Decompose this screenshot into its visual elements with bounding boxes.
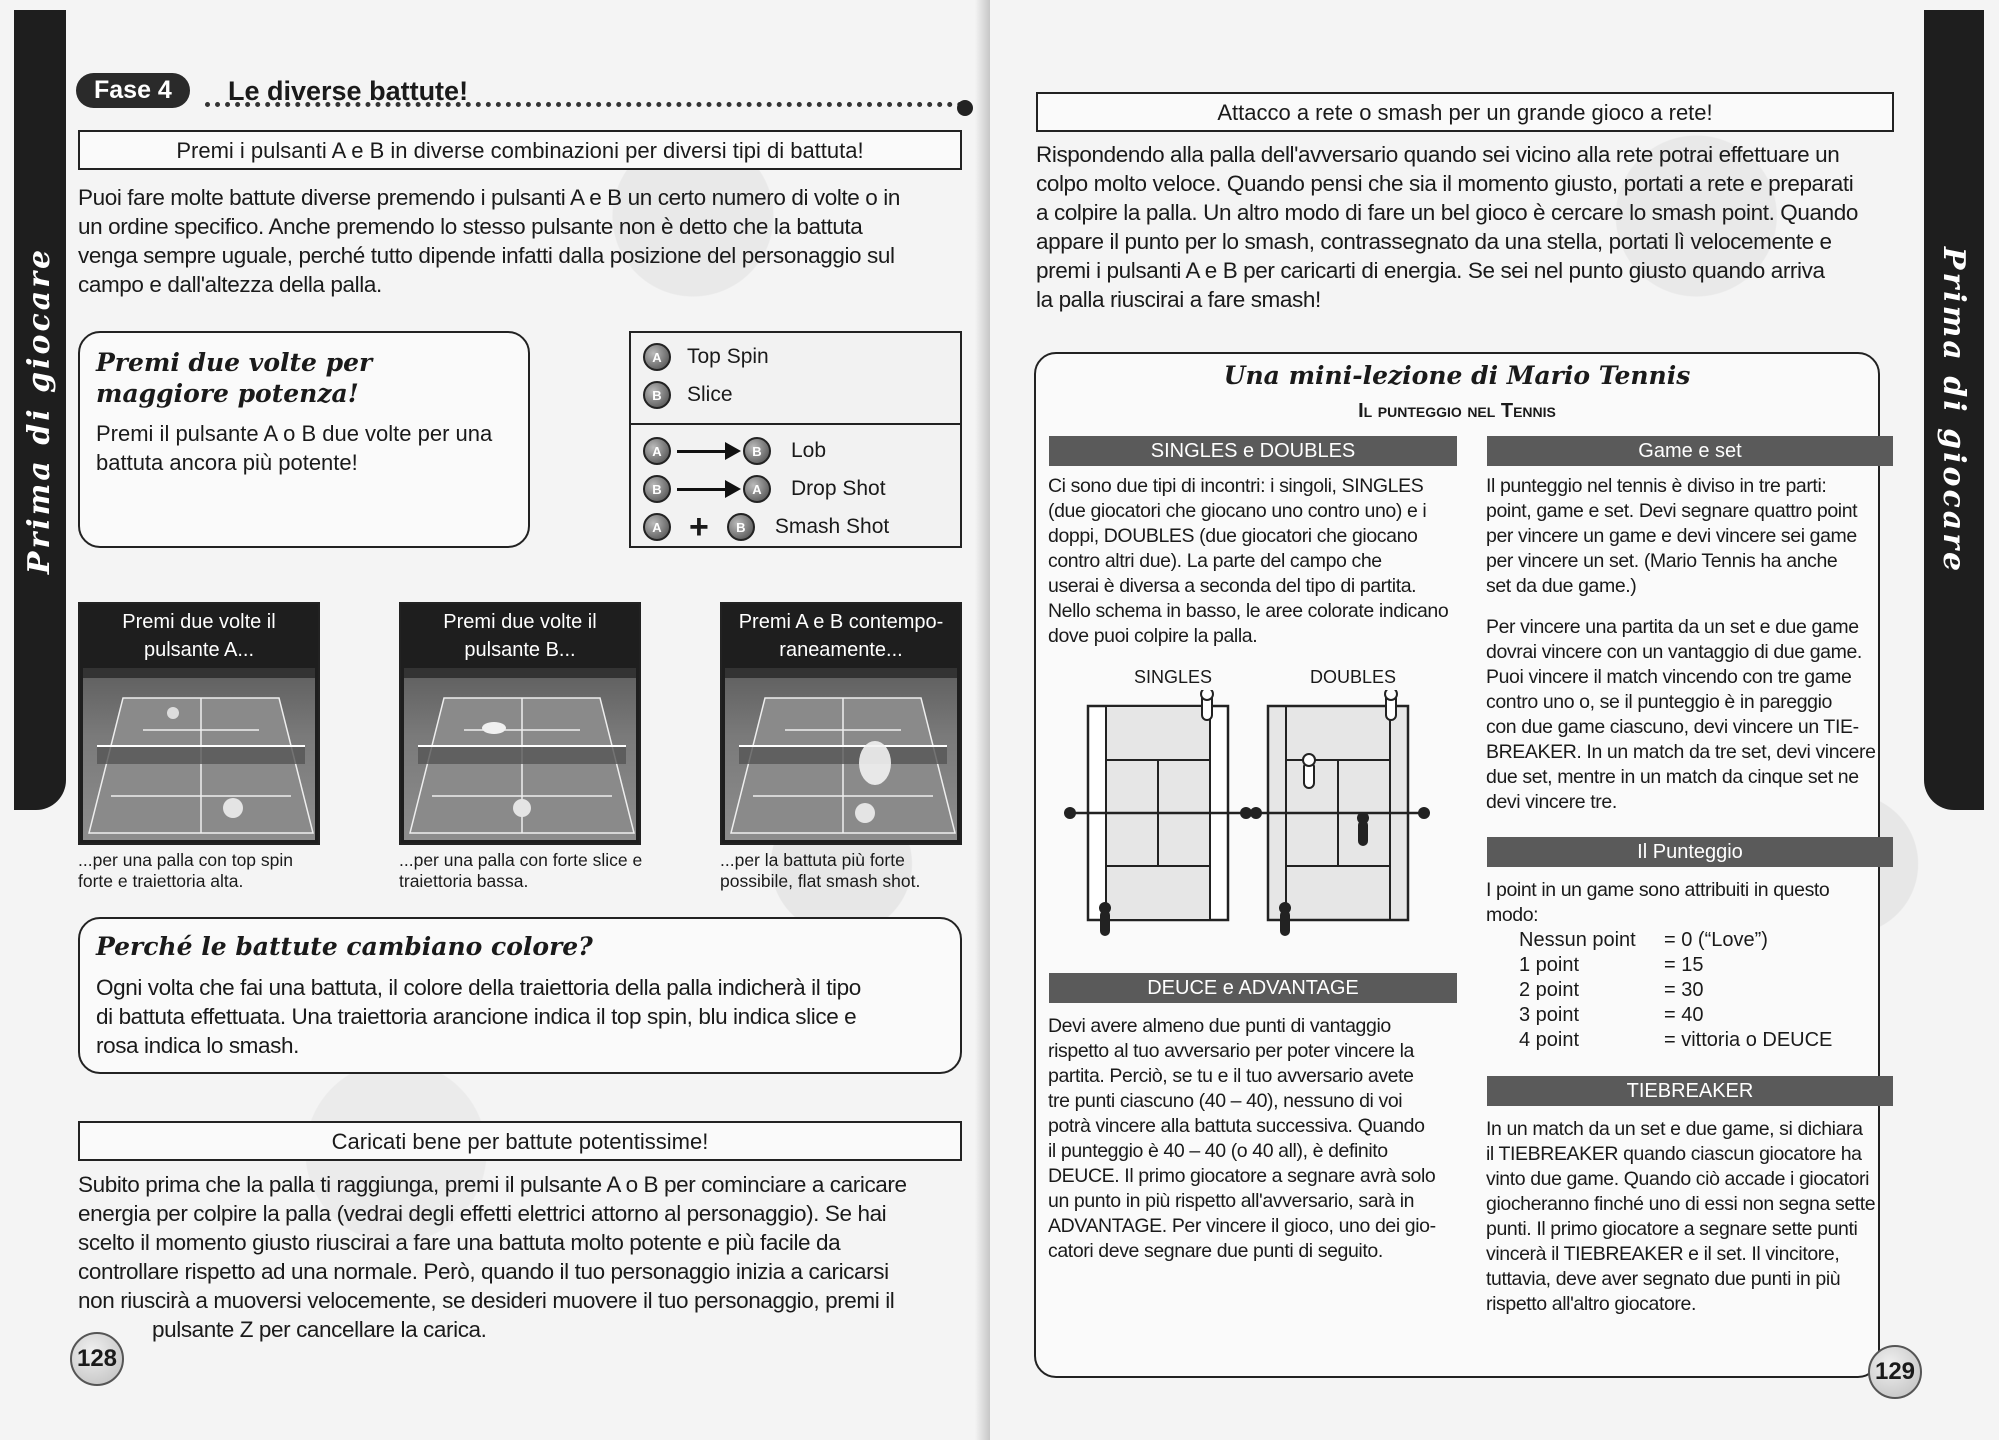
combo-label: Drop Shot [791,477,886,500]
screenshot-caption [722,604,960,664]
net-line: appare il punto per lo smash, contrassegnato da una stella, portati lì velocemente e [1036,229,1832,254]
points-row [1519,1003,1832,1028]
game-set-text [1486,474,1892,599]
punteggio-intro-line: I point in un game sono attribuiti in questo [1486,879,1830,901]
gs-line: Il punteggio nel tennis è diviso in tre parti: [1486,475,1827,497]
net-line: Rispondendo alla palla dell'avversario quando sei vicino alla rete potrai effettuare un [1036,142,1840,167]
tennis-court-image [83,668,315,840]
sd-line: dove puoi colpire la palla. [1048,625,1258,647]
intro-line: un ordine specifico. Anche premendo lo stesso pulsante non è detto che la battuta [78,214,863,239]
deuce-line: potrà vincere alla battuta successiva. Quando [1048,1115,1425,1137]
net-line: a colpire la palla. Un altro modo di fare un bel gioco è cercare lo smash point. Quando [1036,200,1858,225]
points-label: Nessun point [1519,929,1636,951]
points-row [1519,953,1832,978]
net-intro-text [1036,140,1894,314]
left-page [0,0,990,1440]
deuce-line: il punteggio è 40 – 40 (o 40 all), è definito [1048,1140,1388,1162]
tb-line: giocheranno finché uno di essi non segna sette [1486,1193,1876,1215]
a-button-icon: A [743,475,771,503]
tiebreaker-text [1486,1117,1892,1317]
b-button-icon: B [727,513,755,541]
arrow-right-icon [677,488,737,491]
plus-icon: + [689,508,709,546]
tip-color-body [96,973,946,1060]
screenshot-caption [401,604,639,664]
intro-line: Puoi fare molte battute diverse premendo i pulsanti A e B un certo numero di volte o in [78,185,900,210]
right-page [990,0,1999,1440]
combo-top-spin [643,343,769,371]
caption-line: Premi A e B contempo- [738,611,944,633]
combo-label: Slice [687,383,733,406]
lesson-title: Una mini-lezione di Mario Tennis [1223,361,1691,390]
note-line: forte e traiettoria alta. [78,871,244,891]
points-label: 1 point [1519,954,1580,976]
fase-rule-end [957,100,973,116]
side-tab-right-label: Prima di giocare [1936,246,1972,574]
tennis-court-image [404,668,636,840]
deuce-heading: DEUCE e ADVANTAGE [1049,973,1457,1003]
points-row [1519,1028,1832,1053]
net-heading-box: Attacco a rete o smash per un grande gioco a rete! [1036,92,1894,132]
note-line: traiettoria bassa. [399,871,529,891]
combo-lob [643,437,826,465]
note-line: ...per la battuta più forte [720,850,905,870]
net-line: la palla riuscirai a fare smash! [1036,287,1321,312]
screenshot-slice [399,602,641,845]
tip-color-line: Ogni volta che fai una battuta, il colore della traiettoria della palla indicherà il tipo [96,975,861,1000]
screenshot-top-spin [78,602,320,845]
page-number-left: 128 [70,1332,124,1386]
game-set-heading: Game e set [1487,436,1893,466]
gs-line: dovrai vincere con un vantaggio di due game. [1486,641,1862,663]
punteggio-heading: Il Punteggio [1487,837,1893,867]
note-line: ...per una palla con top spin [78,850,294,870]
charge-line: pulsante Z per cancellare la carica. [152,1317,487,1342]
deuce-line: DEUCE. Il primo giocatore a segnare avrà solo [1048,1165,1436,1187]
deuce-line: un punto in più rispetto all'avversario, sarà in [1048,1190,1415,1212]
intro-line: venga sempre uguale, perché tutto dipende infatti dalla posizione del personaggio sul [78,243,895,268]
deuce-line: partita. Perciò, se tu e il tuo avversario avete [1048,1065,1414,1087]
charge-line: non riuscirà a muoversi velocemente, se desideri muovere il tuo personaggio, premi il [78,1288,895,1313]
fase-title: Le diverse battute! [228,76,469,106]
b-button-icon: B [643,381,671,409]
tip-title-line: Premi due volte per [96,348,373,377]
sd-line: Nello schema in basso, le aree colorate indicano [1048,600,1449,622]
tip-title-line: maggiore potenza! [96,379,359,408]
tip-color-line: di battuta effettuata. Una traiettoria arancione indica il top spin, blu indica slice e [96,1004,857,1029]
note-line: ...per una palla con forte slice e [399,850,643,870]
game-set-text-2 [1486,615,1892,815]
points-row [1519,928,1832,953]
combo-drop-shot [643,475,886,503]
tip-body-line: battuta ancora più potente! [96,450,358,475]
combo-heading-box: Premi i pulsanti A e B in diverse combinazioni per diversi tipi di battuta! [78,130,962,170]
side-tab-left-label: Prima di giocare [22,246,58,574]
points-row [1519,978,1832,1003]
gs-line: devi vincere tre. [1486,791,1617,813]
tip-double-press-box [78,331,530,548]
gs-line: con due game ciascuno, devi vincere un TIE- [1486,716,1859,738]
points-value: = 0 (“Love”) [1664,929,1768,951]
singles-label: SINGLES [1134,667,1213,687]
note-line: possibile, flat smash shot. [720,871,921,891]
caption-line: pulsante A... [143,639,255,661]
intro-text [78,183,962,299]
tip-double-press-title [96,347,372,409]
deuce-line: rispetto al tuo avversario per poter vincere la [1048,1040,1414,1062]
deuce-line: ADVANTAGE. Per vincere il gioco, uno dei gio- [1048,1215,1436,1237]
singles-doubles-heading: SINGLES e DOUBLES [1049,436,1457,466]
net-line: colpo molto veloce. Quando pensi che sia il momento giusto, portati a rete e preparati [1036,171,1854,196]
points-label: 3 point [1519,1004,1580,1026]
screenshot-note-top-spin [78,850,293,892]
points-value: = 40 [1664,1004,1704,1026]
charge-heading-box: Caricati bene per battute potentissime! [78,1121,962,1161]
tb-line: In un match da un set e due game, si dichiara [1486,1118,1863,1140]
caption-line: Premi due volte il [122,611,276,633]
page-number-right: 129 [1868,1345,1922,1399]
deuce-text [1048,1014,1458,1264]
screenshot-note-slice [399,850,642,892]
gs-line: Per vincere una partita da un set e due game [1486,616,1859,638]
singles-doubles-text [1048,474,1458,649]
gs-line: due set, mentre in un match da cinque set ne [1486,766,1859,788]
gs-line: set da due game.) [1486,575,1637,597]
b-button-icon: B [743,437,771,465]
combo-label: Top Spin [687,345,769,368]
sd-line: doppi, DOUBLES (due giocatori che giocano [1048,525,1418,547]
punteggio-intro [1486,878,1892,928]
combo-slice [643,381,733,409]
doubles-label: DOUBLES [1310,667,1397,687]
tb-line: vincerà il TIEBREAKER e il set. Il vincitore, [1486,1243,1840,1265]
tip-color-line: rosa indica lo smash. [96,1033,299,1058]
screenshot-note-smash [720,850,920,892]
tiebreaker-heading: TIEBREAKER [1487,1076,1893,1106]
points-label: 2 point [1519,979,1580,1001]
sd-line: userai è diversa a seconda del tipo di partita. [1048,575,1417,597]
screenshot-caption [80,604,318,664]
deuce-line: Devi avere almeno due punti di vantaggio [1048,1015,1391,1037]
charge-line: Subito prima che la palla ti raggiunga, premi il pulsante A o B per cominciare a caricare [78,1172,907,1197]
lesson-subtitle: Il punteggio nel Tennis [1358,400,1556,422]
tip-body-line: Premi il pulsante A o B due volte per una [96,421,493,446]
gs-line: per vincere un set. (Mario Tennis ha anche [1486,550,1838,572]
sd-line: (due giocatori che giocano uno contro uno) e i [1048,500,1427,522]
a-button-icon: A [643,437,671,465]
caption-line: raneamente... [779,639,903,661]
tb-line: il TIEBREAKER quando ciascun giocatore ha [1486,1143,1862,1165]
a-button-icon: A [643,513,671,541]
tennis-court-image [725,668,957,840]
deuce-line: catori deve segnare due punti di seguito. [1048,1240,1383,1262]
tip-color-title: Perché le battute cambiano colore? [96,932,593,961]
deuce-line: tre punti ciascuno (40 – 40), nessuno di voi [1048,1090,1403,1112]
intro-line: campo e dall'altezza della palla. [78,272,382,297]
gs-line: contro uno o, se il punteggio è in pareggio [1486,691,1832,713]
fase-badge: Fase 4 [76,73,190,108]
side-tab-left [14,10,66,810]
sd-line: contro altri due). La parte del campo che [1048,550,1382,572]
b-button-icon: B [643,475,671,503]
combo-label: Smash Shot [774,515,890,538]
button-list-divider [631,423,960,425]
charge-line: controllare rispetto ad una normale. Però, quando il tuo personaggio inizia a caricarsi [78,1259,889,1284]
caption-line: pulsante B... [464,639,576,661]
charge-text [78,1170,962,1344]
court-diagram [1060,690,1450,940]
points-value: = vittoria o DEUCE [1664,1029,1833,1051]
tb-line: tuttavia, deve aver segnato due punti in più [1486,1268,1841,1290]
tip-double-press-body [96,419,492,477]
gs-line: Puoi vincere il match vincendo con tre game [1486,666,1852,688]
caption-line: Premi due volte il [443,611,597,633]
tb-line: vinto due game. Quando ciò accade i giocatori [1486,1168,1870,1190]
arrow-right-icon [677,450,737,453]
fase-dotted-rule [205,102,963,107]
tb-line: rispetto all'altro giocatore. [1486,1293,1696,1315]
tip-color-box [78,917,962,1074]
gs-line: per vincere un game e devi vincere sei game [1486,525,1857,547]
net-line: premi i pulsanti A e B per caricarti di energia. Se sei nel punto giusto quando arriva [1036,258,1825,283]
points-table [1519,928,1832,1053]
gs-line: BREAKER. In un match da tre set, devi vincere [1486,741,1876,763]
points-label: 4 point [1519,1029,1580,1051]
sd-line: Ci sono due tipi di incontri: i singoli, SINGLES [1048,475,1424,497]
points-value: = 15 [1664,954,1704,976]
charge-line: scelto il momento giusto riuscirai a fare una battuta molto potente e più facile da [78,1230,841,1255]
screenshot-smash [720,602,962,845]
gs-line: point, game e set. Devi segnare quattro point [1486,500,1858,522]
points-value: = 30 [1664,979,1704,1001]
tb-line: punti. Il primo giocatore a segnare sette punti [1486,1218,1858,1240]
combo-smash-shot [643,508,890,546]
punteggio-intro-line: modo: [1486,904,1539,926]
a-button-icon: A [643,343,671,371]
combo-label: Lob [791,439,827,462]
side-tab-right [1924,10,1984,810]
button-combo-list [629,331,962,548]
charge-line: energia per colpire la palla (vedrai degli effetti elettrici attorno al personaggio). Se hai [78,1201,887,1226]
